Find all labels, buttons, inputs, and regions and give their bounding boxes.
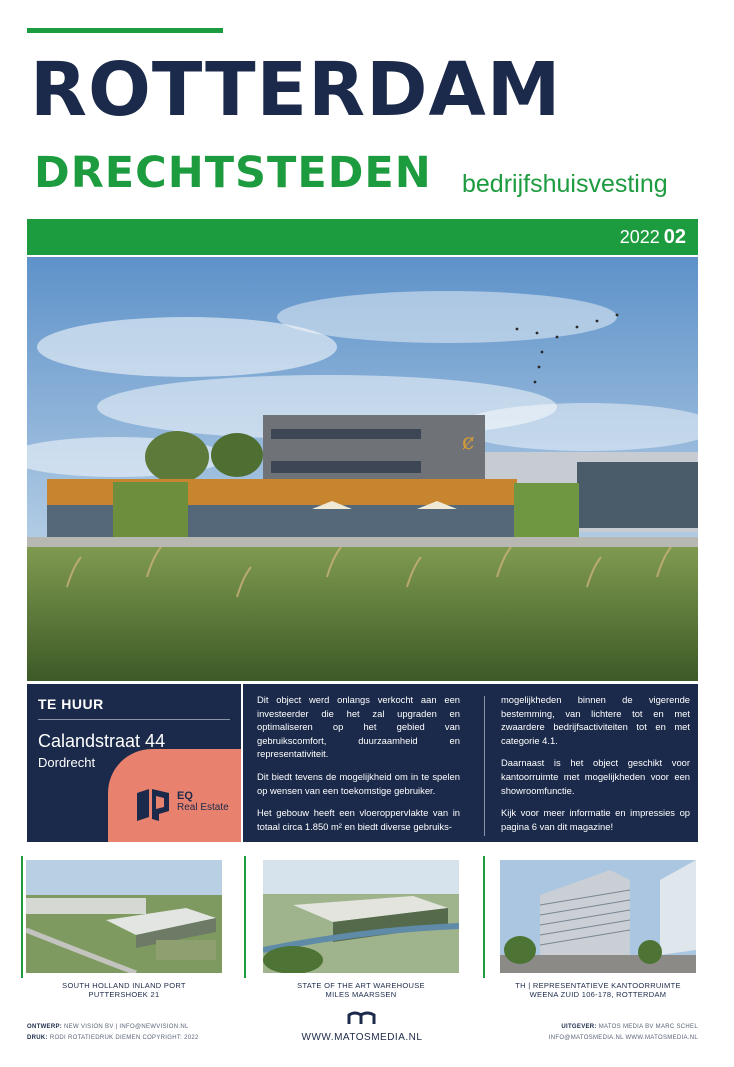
paragraph: Dit object werd onlangs verkocht aan een investeerder die het zal upgraden en optimaliseren op het gebied van gebruikscomfort, duurzaamheid en representativiteit.	[257, 694, 460, 760]
thumbnail-caption-1	[14, 981, 234, 999]
thumbnail-image-2[interactable]	[263, 860, 459, 973]
paragraph: mogelijkheden binnen de vigerende bestemming, van lichtere tot en met zwaardere bedrijfsactiviteiten tot en met categorie 4.1.	[501, 694, 690, 746]
listing-description	[243, 684, 698, 842]
masthead-title: ROTTERDAM	[30, 47, 562, 133]
footer-value: RODI ROTATIEDRUK DIEMEN COPYRIGHT: 2022	[49, 1035, 199, 1041]
issue-number: 02	[663, 226, 686, 248]
hero-image	[27, 257, 698, 681]
publisher-url[interactable]: WWW.MATOSMEDIA.NL	[301, 1032, 423, 1043]
footer-value: MATOS MEDIA BV MARC SCHEL	[598, 1024, 698, 1030]
top-accent-bar	[27, 28, 223, 33]
listing-address: Calandstraat 44	[38, 731, 166, 751]
column-divider	[484, 696, 485, 836]
listing-panel	[27, 684, 241, 842]
thumb-accent	[21, 856, 23, 978]
matos-media-icon	[347, 1011, 377, 1025]
issue-bar	[27, 219, 698, 255]
caption-line: STATE OF THE ART WAREHOUSE	[297, 981, 425, 990]
thumb-accent	[244, 856, 246, 978]
footer-value: INFO@MATOSMEDIA.NL WWW.MATOSMEDIA.NL	[548, 1035, 698, 1041]
caption-line: PUTTERSHOEK 21	[88, 990, 160, 999]
masthead-tagline: bedrijfshuisvesting	[462, 170, 668, 198]
eq-logo-icon	[135, 787, 171, 821]
thumb-accent	[483, 856, 485, 978]
paragraph: Daarnaast is het object geschikt voor kantoorruimte met mogelijkheden voor een showroomfunctie.	[501, 757, 690, 796]
logo-text-real-estate: Real Estate	[177, 802, 229, 813]
issue-year: 2022	[619, 227, 660, 247]
footer-label: DRUK:	[27, 1035, 48, 1041]
caption-line: WEENA ZUID 106-178, ROTTERDAM	[529, 990, 667, 999]
paragraph: Kijk voor meer informatie en impressies op pagina 6 van dit magazine!	[501, 807, 690, 832]
footer-credits	[27, 1022, 199, 1044]
listing-tag: TE HUUR	[38, 696, 104, 712]
issue-label	[620, 226, 686, 249]
agency-logo	[108, 749, 241, 842]
footer-publisher	[549, 1022, 698, 1044]
caption-line: SOUTH HOLLAND INLAND PORT	[62, 981, 186, 990]
thumbnail-caption-3	[488, 981, 708, 999]
thumbnail-caption-2	[251, 981, 471, 999]
paragraph: Het gebouw heeft een vloeroppervlakte van in totaal circa 1.850 m² en biedt diverse gebruiks-	[257, 807, 460, 832]
svg-text:ȼ: ȼ	[462, 430, 475, 455]
listing-divider	[38, 719, 230, 720]
footer-label: ONTWERP:	[27, 1024, 63, 1030]
thumbnail-image-3[interactable]	[500, 860, 696, 973]
logo-text-eq: EQ	[177, 790, 193, 802]
masthead-subtitle: DRECHTSTEDEN	[34, 148, 432, 198]
caption-line: MILES MAARSSEN	[325, 990, 397, 999]
thumbnail-image-1[interactable]	[26, 860, 222, 973]
footer-label: UITGEVER:	[561, 1024, 597, 1030]
caption-line: TH | REPRESENTATIEVE KANTOORRUIMTE	[515, 981, 681, 990]
description-column-2	[501, 693, 690, 842]
paragraph: Dit biedt tevens de mogelijkheid om in te spelen op wensen van een toekomstige gebruiker.	[257, 770, 460, 796]
footer-value: NEW VISION BV | INFO@NEWVISION.NL	[64, 1024, 189, 1030]
description-column-1	[257, 693, 460, 842]
publisher-logo[interactable]	[297, 1011, 427, 1043]
listing-city: Dordrecht	[38, 755, 96, 770]
